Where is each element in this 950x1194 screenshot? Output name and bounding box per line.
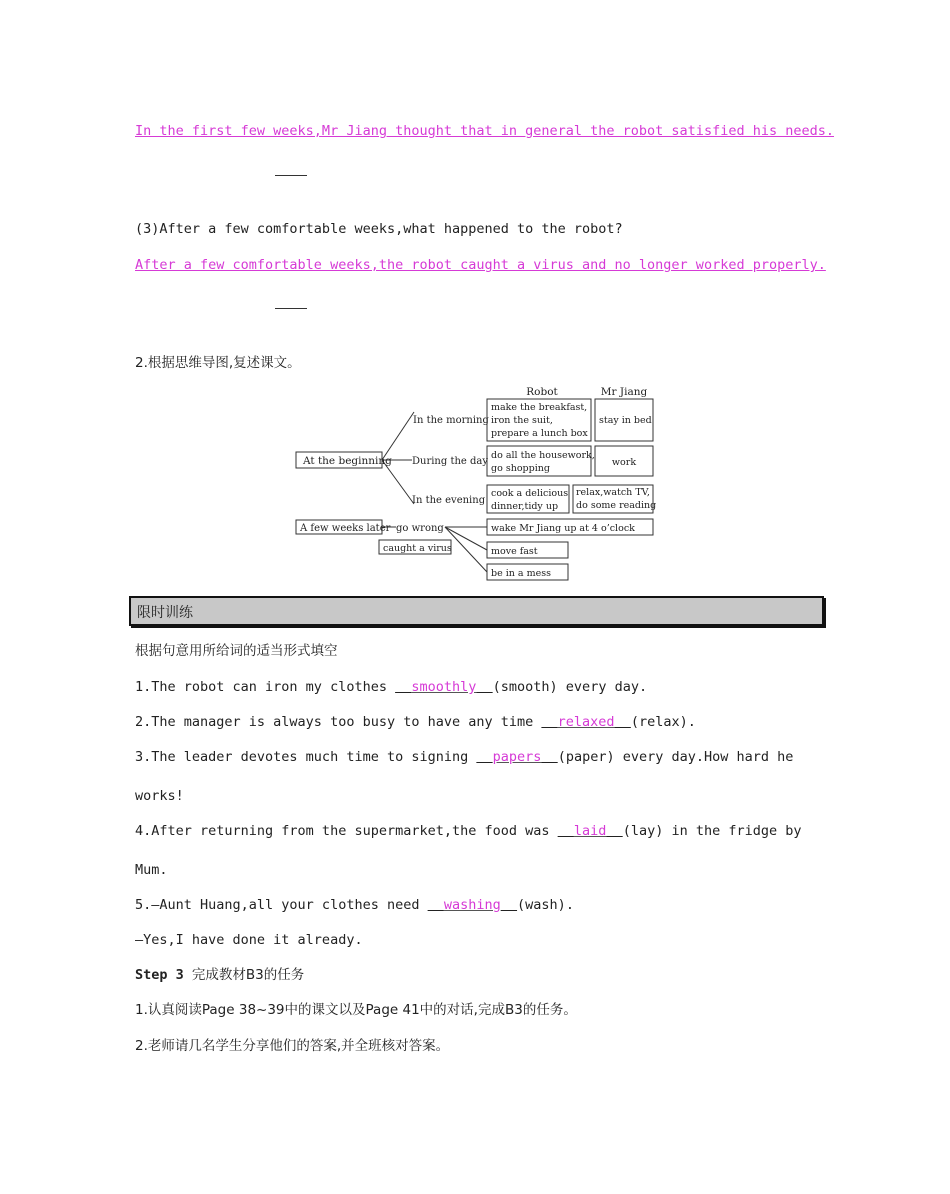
evening-jiang-2: do some reading bbox=[576, 500, 657, 511]
exercise-5 bbox=[135, 896, 574, 914]
morning-jiang: stay in bed bbox=[599, 415, 652, 426]
go-wrong-label: go wrong bbox=[396, 523, 444, 534]
branch-day: During the day bbox=[412, 456, 489, 467]
exercise-text: 5.—Aunt Huang,all your clothes need bbox=[135, 897, 428, 913]
step3-label: Step 3 bbox=[135, 967, 184, 983]
later-label: A few weeks later bbox=[300, 523, 391, 534]
answer-papers: papers bbox=[492, 749, 542, 765]
step3-title: 完成教材B3的任务 bbox=[191, 967, 305, 983]
task2-heading: 2.根据思维导图,复述课文。 bbox=[135, 355, 301, 371]
wrong-item-3: be in a mess bbox=[491, 568, 551, 579]
answer-rule bbox=[275, 175, 307, 176]
wrong-item-2: move fast bbox=[491, 546, 538, 557]
exercise-text: (relax). bbox=[630, 714, 696, 730]
q3-question: (3)After a few comfortable weeks,what happened to the robot? bbox=[135, 221, 623, 237]
answer-laid: laid bbox=[573, 823, 607, 839]
day-jiang: work bbox=[611, 457, 637, 468]
exercise-4 bbox=[135, 822, 802, 840]
wrong-item-1: wake Mr Jiang up at 4 o’clock bbox=[491, 523, 635, 534]
exercise-5-reply: —Yes,I have done it already. bbox=[135, 932, 363, 948]
exercise-3 bbox=[135, 748, 793, 766]
branch-evening: In the evening bbox=[412, 495, 486, 506]
exercise-2 bbox=[135, 713, 696, 731]
exercise-text: (wash). bbox=[517, 897, 574, 913]
exercise-text: 1.The robot can iron my clothes bbox=[135, 679, 396, 695]
virus-label: caught a virus bbox=[383, 543, 452, 554]
exercise-instruction: 根据句意用所给词的适当形式填空 bbox=[135, 643, 338, 659]
root-label: At the beginning bbox=[303, 455, 392, 467]
evening-robot-1: cook a delicious bbox=[491, 488, 569, 499]
answer-smoothly: smoothly bbox=[411, 679, 477, 695]
morning-robot-1: make the breakfast, bbox=[491, 402, 588, 413]
day-robot-1: do all the housework, bbox=[491, 450, 595, 461]
section-header bbox=[129, 596, 824, 626]
exercise-text: 4.After returning from the supermarket,the food was bbox=[135, 823, 558, 839]
exercise-text: 3.The leader devotes much time to signing bbox=[135, 749, 477, 765]
exercise-4-cont: Mum. bbox=[135, 862, 168, 878]
exercise-text: 2.The manager is always too busy to have any time bbox=[135, 714, 542, 730]
col-mr-jiang: Mr Jiang bbox=[600, 386, 648, 398]
day-robot-2: go shopping bbox=[491, 463, 550, 474]
evening-robot-2: dinner,tidy up bbox=[491, 501, 559, 512]
exercise-text: (lay) in the fridge by bbox=[622, 823, 802, 839]
q2-answer: In the first few weeks,Mr Jiang thought that in general the robot satisfied his needs. bbox=[135, 123, 834, 139]
q3-answer: After a few comfortable weeks,the robot caught a virus and no longer worked properly. bbox=[135, 257, 826, 273]
exercise-text: (smooth) every day. bbox=[492, 679, 648, 695]
mind-map-diagram bbox=[290, 382, 660, 584]
exercise-1 bbox=[135, 678, 647, 696]
step3-heading bbox=[135, 966, 304, 984]
step3-item-1: 1.认真阅读Page 38~39中的课文以及Page 41中的对话,完成B3的任务。 bbox=[135, 1002, 577, 1018]
col-robot: Robot bbox=[526, 386, 558, 398]
evening-jiang-1: relax,watch TV, bbox=[576, 487, 650, 498]
section-title: 限时训练 bbox=[137, 605, 193, 621]
exercise-3-cont: works! bbox=[135, 788, 184, 804]
exercise-text: (paper) every day.How hard he bbox=[557, 749, 794, 765]
branch-morning: In the morning bbox=[413, 415, 489, 426]
morning-robot-3: prepare a lunch box bbox=[491, 428, 588, 439]
answer-relaxed: relaxed bbox=[557, 714, 615, 730]
step3-item-2: 2.老师请几名学生分享他们的答案,并全班核对答案。 bbox=[135, 1038, 450, 1054]
answer-washing: washing bbox=[443, 897, 501, 913]
morning-robot-2: iron the suit, bbox=[491, 415, 553, 426]
answer-rule bbox=[275, 308, 307, 309]
